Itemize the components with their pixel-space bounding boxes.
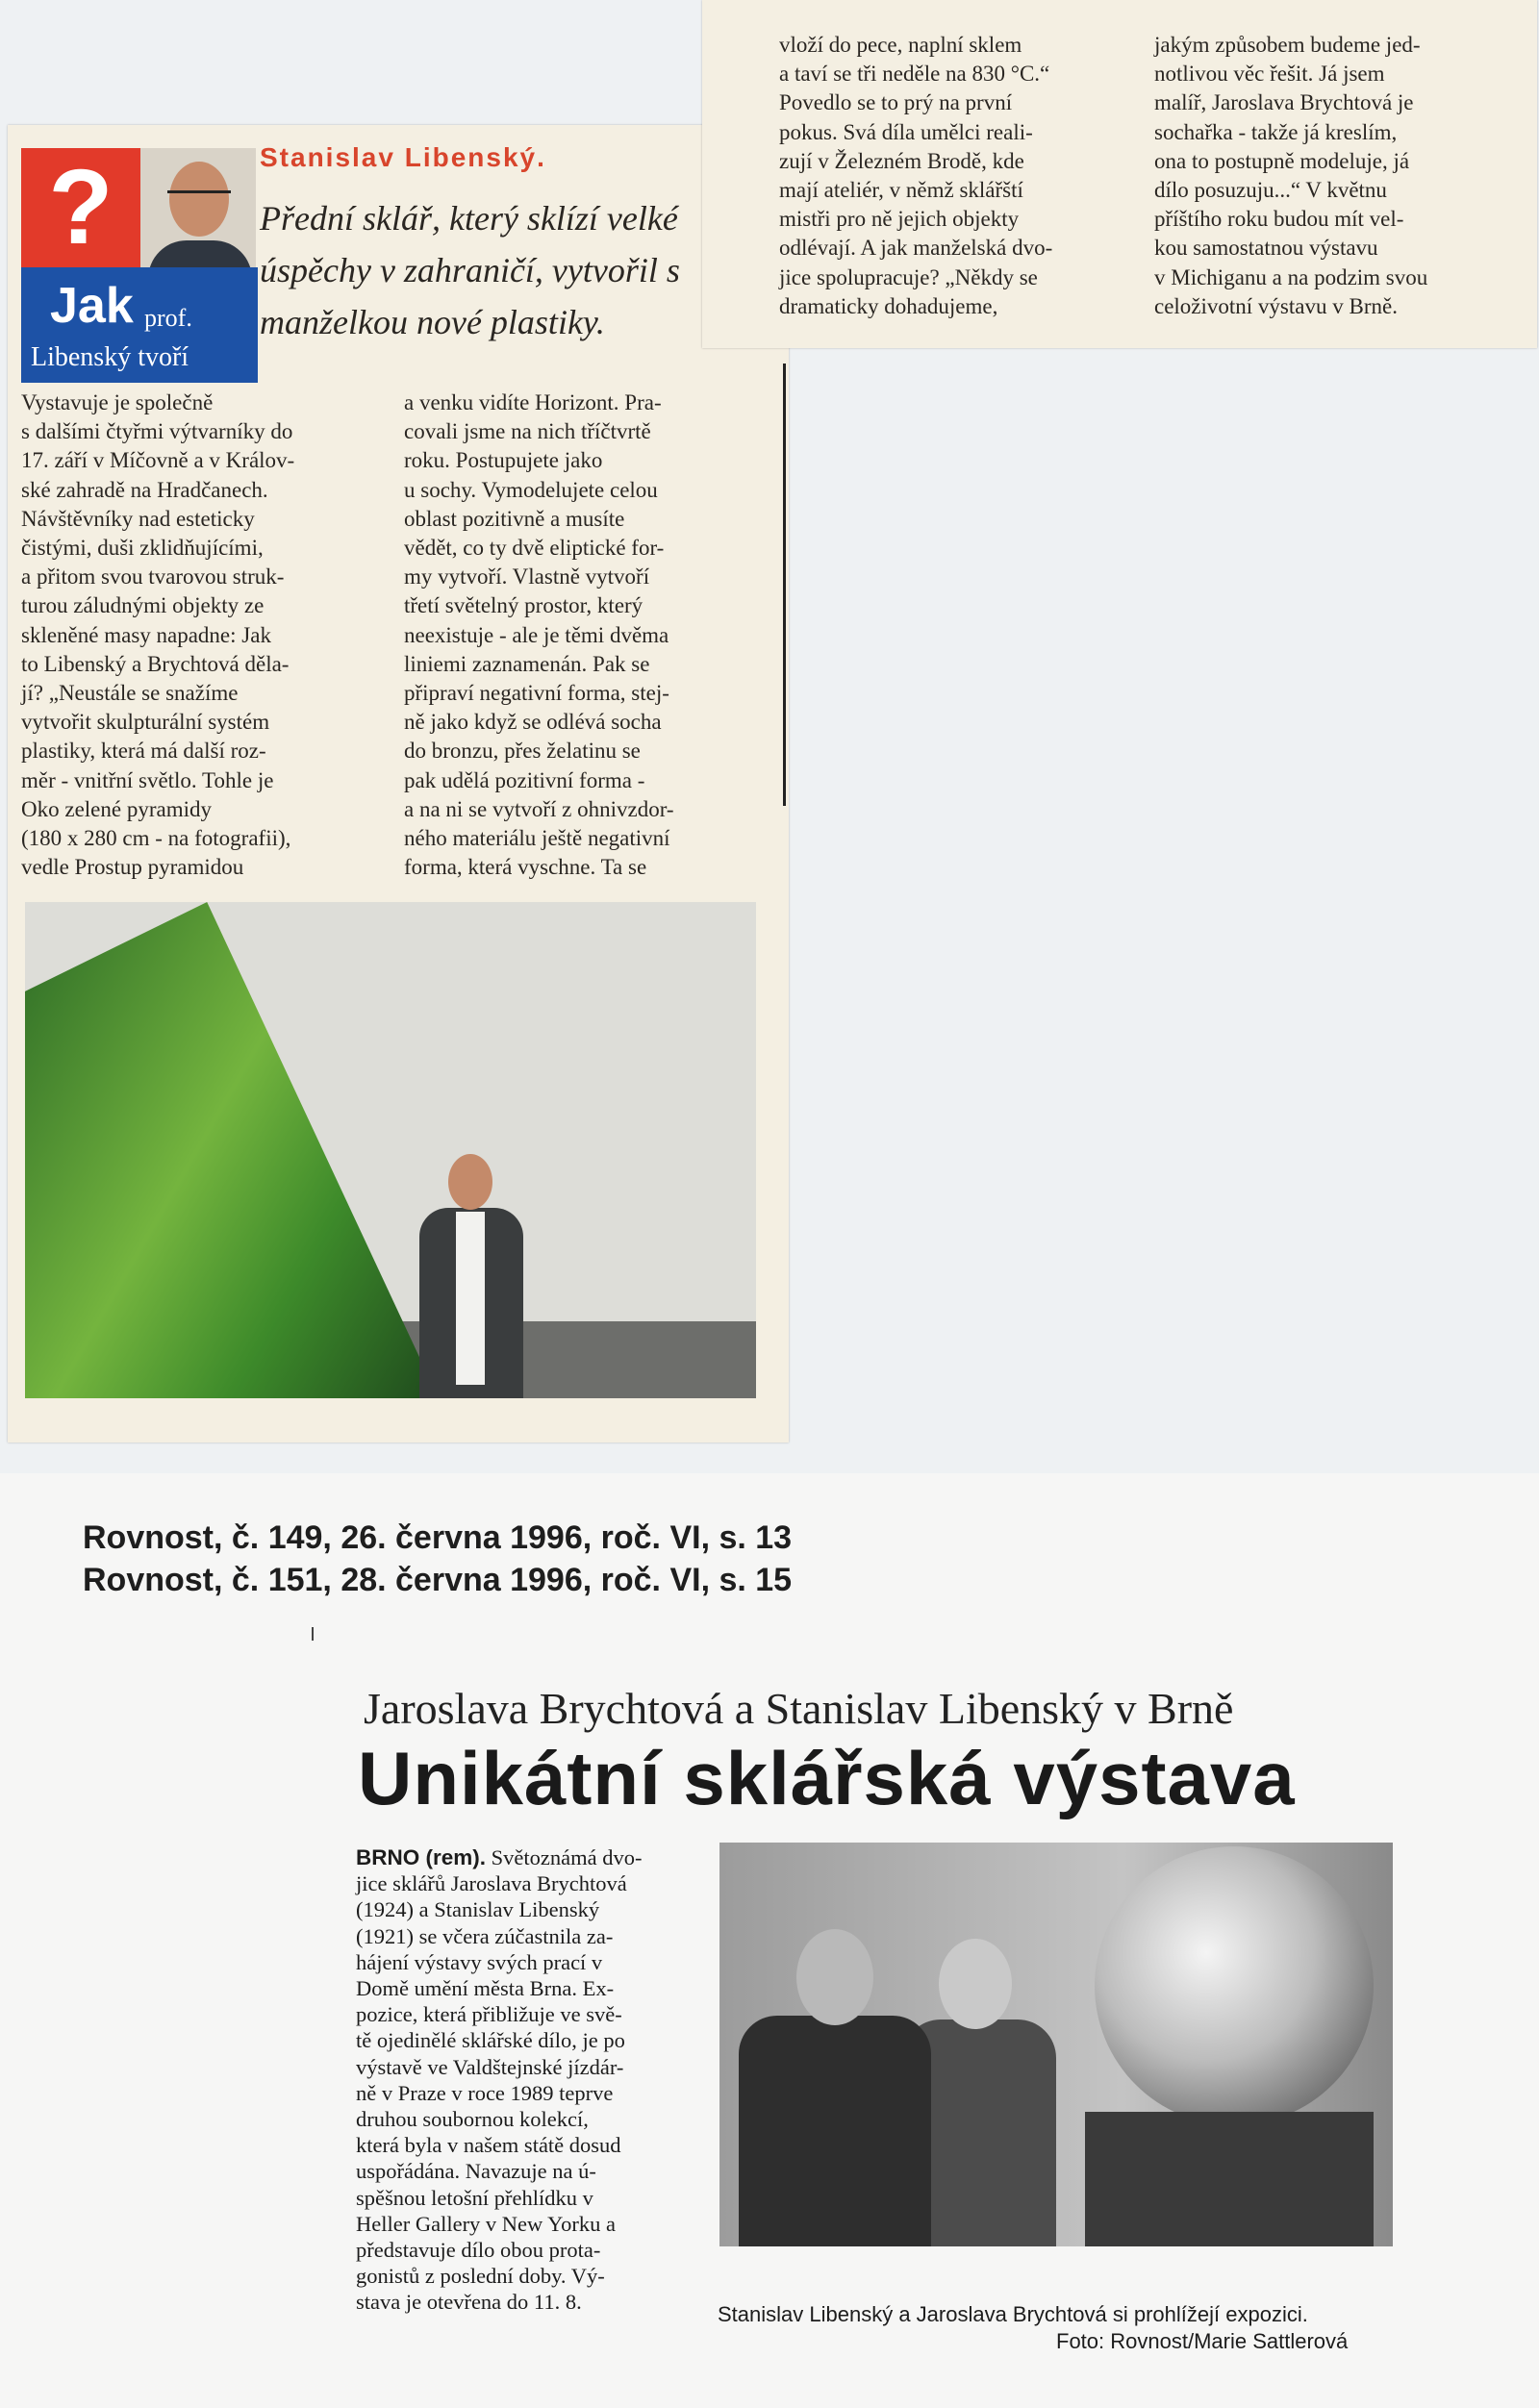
person-head — [448, 1154, 492, 1210]
clipping-libensky-interview — [8, 125, 789, 1442]
sculpture-pedestal — [1085, 2112, 1374, 2246]
clipping-rovnost — [0, 1473, 1539, 2408]
article-body — [356, 1844, 642, 2316]
continuation-column-2: jakým způsobem budeme jed- notlivou věc řešit. Já jsem malíř, Jaroslava Brychtová je sochařka - takže já kreslím, ona to postupně modeluje, já dílo posuzuju...“ V květnu příštího roku budou mít vel- kou samostatnou výstavu v Michiganu a na podzim svou celoživotní výstavu v Brně. — [1154, 33, 1428, 318]
exhibition-photo — [719, 1843, 1393, 2246]
article-column-1: Vystavuje je společně s dalšími čtyřmi výtvarníky do 17. září v Míčovně a v Králov- ské zahradě na Hradčanech. Návštěvníky nad esteticky čistými, duši zklidňujícími, a přitom svou tvarovou struk- turou záludnými objekty ze skleněné masy napadne: Jak to Libenský a Brychtová děla- jí? „Neustále se snažíme vytvořit skulpturální systém plastiky, která má další roz- měr - vnitřní světlo. Tohle je Oko zelené pyramidy (180 x 280 cm - na fotografii), vedle Prostup pyramidou — [21, 390, 295, 880]
column-label-tvori: Libenský tvoří — [31, 342, 189, 372]
photo-man — [739, 1929, 931, 2246]
clipping-continuation — [702, 0, 1537, 348]
column-rule — [783, 364, 786, 806]
stray-mark — [312, 1627, 314, 1641]
woman-head — [939, 1939, 1012, 2029]
article-column-2: a venku vidíte Horizont. Pra- covali jsme na nich tříčtvrtě roku. Postupujete jako u sochy. Vymodelujete celou oblast pozitivně a musíte vědět, co ty dvě eliptické for- my vytvoří. Vlastně vytvoří třetí světelný prostor, který neexistuje - ale je těmi dvěma liniemi zaznamenán. Pak se připraví negativní forma, stej- ně jako když se odlévá socha do bronzu, přes želatinu se pak udělá pozitivní forma - a na ni se vytvoří z ohnivzdor- ného materiálu ještě negativní forma, která vyschne. Ta se — [404, 390, 674, 880]
source-citation-2: Rovnost, č. 151, 28. června 1996, roč. VI, s. 15 — [83, 1562, 793, 1598]
question-mark-badge: ? — [21, 148, 140, 267]
sculpture-photo — [25, 902, 756, 1398]
continuation-column-1: vloží do pece, naplní sklem a taví se tři neděle na 830 °C.“ Povedlo se to prý na první pokus. Svá díla umělci reali- zují v Železném Brodě, kde mají ateliér, v němž sklářští mistři pro ně jejich objekty odlévají. A jak manželská dvo- jice spolupracuje? „Někdy se dramaticky dohadujeme, — [779, 33, 1053, 318]
photo-credit: Foto: Rovnost/Marie Sattlerová — [1056, 2329, 1349, 2353]
article-name-heading: Stanislav Libenský. — [260, 142, 546, 172]
portrait-photo — [140, 148, 256, 267]
portrait-glasses — [167, 190, 231, 207]
person-shirt — [456, 1212, 485, 1385]
article-dateline: BRNO (rem). — [356, 1845, 487, 1869]
portrait-body — [148, 240, 252, 267]
article-lead: Přední sklář, který sklízí velké úspěchy v zahraničí, vytvořil s manželkou nové plastiky. — [260, 199, 680, 341]
article-kicker: Jaroslava Brychtová a Stanislav Libenský v Brně — [364, 1684, 1234, 1733]
source-citation-1: Rovnost, č. 149, 26. června 1996, roč. VI, s. 13 — [83, 1519, 793, 1556]
photo-person — [419, 1154, 523, 1398]
article-headline: Unikátní sklářská výstava — [358, 1736, 1296, 1820]
green-glass-sculpture — [25, 902, 439, 1398]
photo-caption: Stanislav Libenský a Jaroslava Brychtová si prohlížejí expozici. — [718, 2302, 1308, 2326]
column-label-prof: prof. — [144, 304, 192, 332]
article-body-text: Světoznámá dvo- jice sklářů Jaroslava Brychtová (1924) a Stanislav Libenský (1921) se včera zúčastnila za- hájení výstavy svých prací v Domě umění města Brna. Ex- pozice, která přibližuje ve svě- tě ojedinělé sklářské dílo, je po výstavě ve Valdštejnské jízdár- ně v Praze v roce 1989 teprve druhou soubornou kolekcí, která byla v našem státě dosud uspořádána. Navazuje na ú- spěšnou letošní přehlídku v Heller Gallery v New Yorku a představuje dílo obou prota- gonistů z poslední doby. Vý- stava je otevřena do 11. 8. — [356, 1845, 643, 2315]
man-body — [739, 2016, 931, 2246]
glass-sphere-sculpture — [1095, 1846, 1374, 2125]
column-label-box — [21, 267, 258, 383]
column-label-jak: Jak — [50, 278, 134, 334]
man-head — [796, 1929, 873, 2025]
